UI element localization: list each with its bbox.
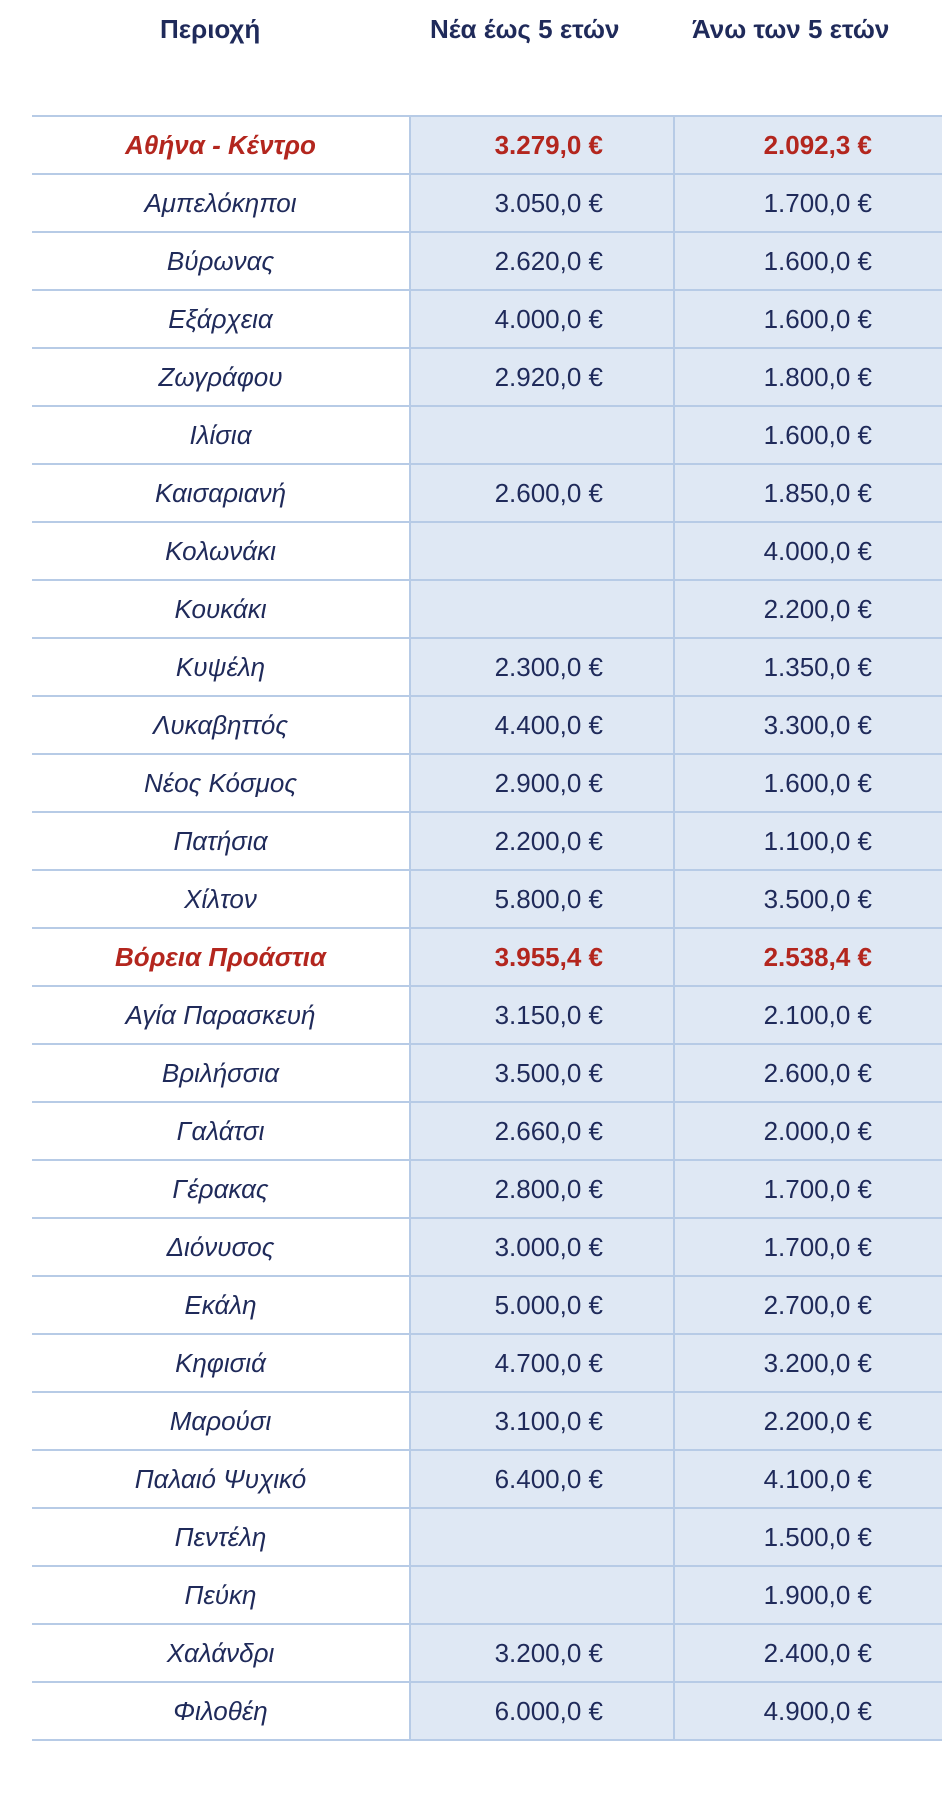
group-row	[32, 116, 942, 174]
header-older-than-5-years: Άνω των 5 ετών	[692, 14, 890, 44]
price-older-than-5-years: 2.538,4 €	[674, 928, 942, 986]
price-new-up-to-5-years	[410, 406, 674, 464]
price-new-up-to-5-years: 2.900,0 €	[410, 754, 674, 812]
price-older-than-5-years: 1.700,0 €	[674, 1160, 942, 1218]
table-row	[32, 812, 942, 870]
area-name: Φιλοθέη	[32, 1682, 410, 1740]
price-new-up-to-5-years: 4.700,0 €	[410, 1334, 674, 1392]
table-row	[32, 1508, 942, 1566]
header-new-up-to-5-years: Νέα έως 5 ετών	[430, 14, 620, 44]
price-new-up-to-5-years: 3.150,0 €	[410, 986, 674, 1044]
table-row	[32, 754, 942, 812]
area-name: Κηφισιά	[32, 1334, 410, 1392]
price-new-up-to-5-years: 3.279,0 €	[410, 116, 674, 174]
area-name: Πεύκη	[32, 1566, 410, 1624]
table-row	[32, 1102, 942, 1160]
table-row	[32, 1044, 942, 1102]
price-table	[32, 115, 942, 1741]
area-name: Αμπελόκηποι	[32, 174, 410, 232]
price-older-than-5-years: 2.200,0 €	[674, 580, 942, 638]
area-name: Ιλίσια	[32, 406, 410, 464]
price-new-up-to-5-years: 3.200,0 €	[410, 1624, 674, 1682]
area-name: Πατήσια	[32, 812, 410, 870]
price-new-up-to-5-years: 2.600,0 €	[410, 464, 674, 522]
price-older-than-5-years: 1.600,0 €	[674, 754, 942, 812]
table-row	[32, 1682, 942, 1740]
area-name: Κολωνάκι	[32, 522, 410, 580]
area-name: Βύρωνας	[32, 232, 410, 290]
table-row	[32, 1450, 942, 1508]
price-older-than-5-years: 1.600,0 €	[674, 406, 942, 464]
area-name: Λυκαβηττός	[32, 696, 410, 754]
price-older-than-5-years: 1.500,0 €	[674, 1508, 942, 1566]
table-row	[32, 522, 942, 580]
price-new-up-to-5-years: 3.050,0 €	[410, 174, 674, 232]
price-table-body	[32, 116, 942, 1740]
table-row	[32, 232, 942, 290]
area-name: Καισαριανή	[32, 464, 410, 522]
table-row	[32, 580, 942, 638]
price-older-than-5-years: 4.100,0 €	[674, 1450, 942, 1508]
table-row	[32, 1160, 942, 1218]
table-header	[0, 0, 951, 60]
area-name: Εκάλη	[32, 1276, 410, 1334]
table-row	[32, 1566, 942, 1624]
price-new-up-to-5-years: 2.800,0 €	[410, 1160, 674, 1218]
price-new-up-to-5-years: 3.500,0 €	[410, 1044, 674, 1102]
area-name: Ζωγράφου	[32, 348, 410, 406]
area-name: Αθήνα - Κέντρο	[32, 116, 410, 174]
price-new-up-to-5-years	[410, 522, 674, 580]
price-older-than-5-years: 1.600,0 €	[674, 232, 942, 290]
price-new-up-to-5-years: 2.920,0 €	[410, 348, 674, 406]
area-name: Νέος Κόσμος	[32, 754, 410, 812]
price-new-up-to-5-years: 5.000,0 €	[410, 1276, 674, 1334]
table-row	[32, 696, 942, 754]
area-name: Χαλάνδρι	[32, 1624, 410, 1682]
area-name: Γέρακας	[32, 1160, 410, 1218]
price-older-than-5-years: 2.100,0 €	[674, 986, 942, 1044]
area-name: Κυψέλη	[32, 638, 410, 696]
price-older-than-5-years: 4.000,0 €	[674, 522, 942, 580]
price-new-up-to-5-years: 4.000,0 €	[410, 290, 674, 348]
price-new-up-to-5-years: 2.300,0 €	[410, 638, 674, 696]
price-new-up-to-5-years: 4.400,0 €	[410, 696, 674, 754]
area-name: Βριλήσσια	[32, 1044, 410, 1102]
area-name: Γαλάτσι	[32, 1102, 410, 1160]
price-new-up-to-5-years: 3.000,0 €	[410, 1218, 674, 1276]
area-name: Αγία Παρασκευή	[32, 986, 410, 1044]
price-older-than-5-years: 1.600,0 €	[674, 290, 942, 348]
price-new-up-to-5-years: 2.620,0 €	[410, 232, 674, 290]
price-older-than-5-years: 1.800,0 €	[674, 348, 942, 406]
price-new-up-to-5-years: 3.955,4 €	[410, 928, 674, 986]
price-new-up-to-5-years: 2.660,0 €	[410, 1102, 674, 1160]
area-name: Μαρούσι	[32, 1392, 410, 1450]
table-row	[32, 1276, 942, 1334]
price-older-than-5-years: 2.400,0 €	[674, 1624, 942, 1682]
price-older-than-5-years: 2.000,0 €	[674, 1102, 942, 1160]
price-older-than-5-years: 2.200,0 €	[674, 1392, 942, 1450]
area-name: Διόνυσος	[32, 1218, 410, 1276]
header-area: Περιοχή	[160, 14, 261, 44]
table-row	[32, 1624, 942, 1682]
price-new-up-to-5-years: 6.400,0 €	[410, 1450, 674, 1508]
area-name: Εξάρχεια	[32, 290, 410, 348]
area-name: Παλαιό Ψυχικό	[32, 1450, 410, 1508]
area-name: Χίλτον	[32, 870, 410, 928]
price-older-than-5-years: 3.500,0 €	[674, 870, 942, 928]
price-older-than-5-years: 1.700,0 €	[674, 1218, 942, 1276]
price-older-than-5-years: 3.200,0 €	[674, 1334, 942, 1392]
group-row	[32, 928, 942, 986]
price-new-up-to-5-years	[410, 1566, 674, 1624]
table-row	[32, 1218, 942, 1276]
table-row	[32, 870, 942, 928]
table-row	[32, 464, 942, 522]
price-older-than-5-years: 2.092,3 €	[674, 116, 942, 174]
table-row	[32, 638, 942, 696]
price-older-than-5-years: 1.900,0 €	[674, 1566, 942, 1624]
price-older-than-5-years: 1.700,0 €	[674, 174, 942, 232]
price-new-up-to-5-years: 3.100,0 €	[410, 1392, 674, 1450]
price-new-up-to-5-years	[410, 1508, 674, 1566]
price-new-up-to-5-years: 6.000,0 €	[410, 1682, 674, 1740]
table-row	[32, 986, 942, 1044]
price-new-up-to-5-years: 5.800,0 €	[410, 870, 674, 928]
table-row	[32, 348, 942, 406]
price-new-up-to-5-years	[410, 580, 674, 638]
table-row	[32, 1392, 942, 1450]
table-row	[32, 1334, 942, 1392]
price-older-than-5-years: 1.350,0 €	[674, 638, 942, 696]
price-older-than-5-years: 3.300,0 €	[674, 696, 942, 754]
table-row	[32, 174, 942, 232]
price-older-than-5-years: 1.100,0 €	[674, 812, 942, 870]
area-name: Βόρεια Προάστια	[32, 928, 410, 986]
price-older-than-5-years: 4.900,0 €	[674, 1682, 942, 1740]
area-name: Πεντέλη	[32, 1508, 410, 1566]
price-older-than-5-years: 2.700,0 €	[674, 1276, 942, 1334]
price-older-than-5-years: 2.600,0 €	[674, 1044, 942, 1102]
price-older-than-5-years: 1.850,0 €	[674, 464, 942, 522]
table-row	[32, 406, 942, 464]
price-new-up-to-5-years: 2.200,0 €	[410, 812, 674, 870]
area-name: Κουκάκι	[32, 580, 410, 638]
table-row	[32, 290, 942, 348]
